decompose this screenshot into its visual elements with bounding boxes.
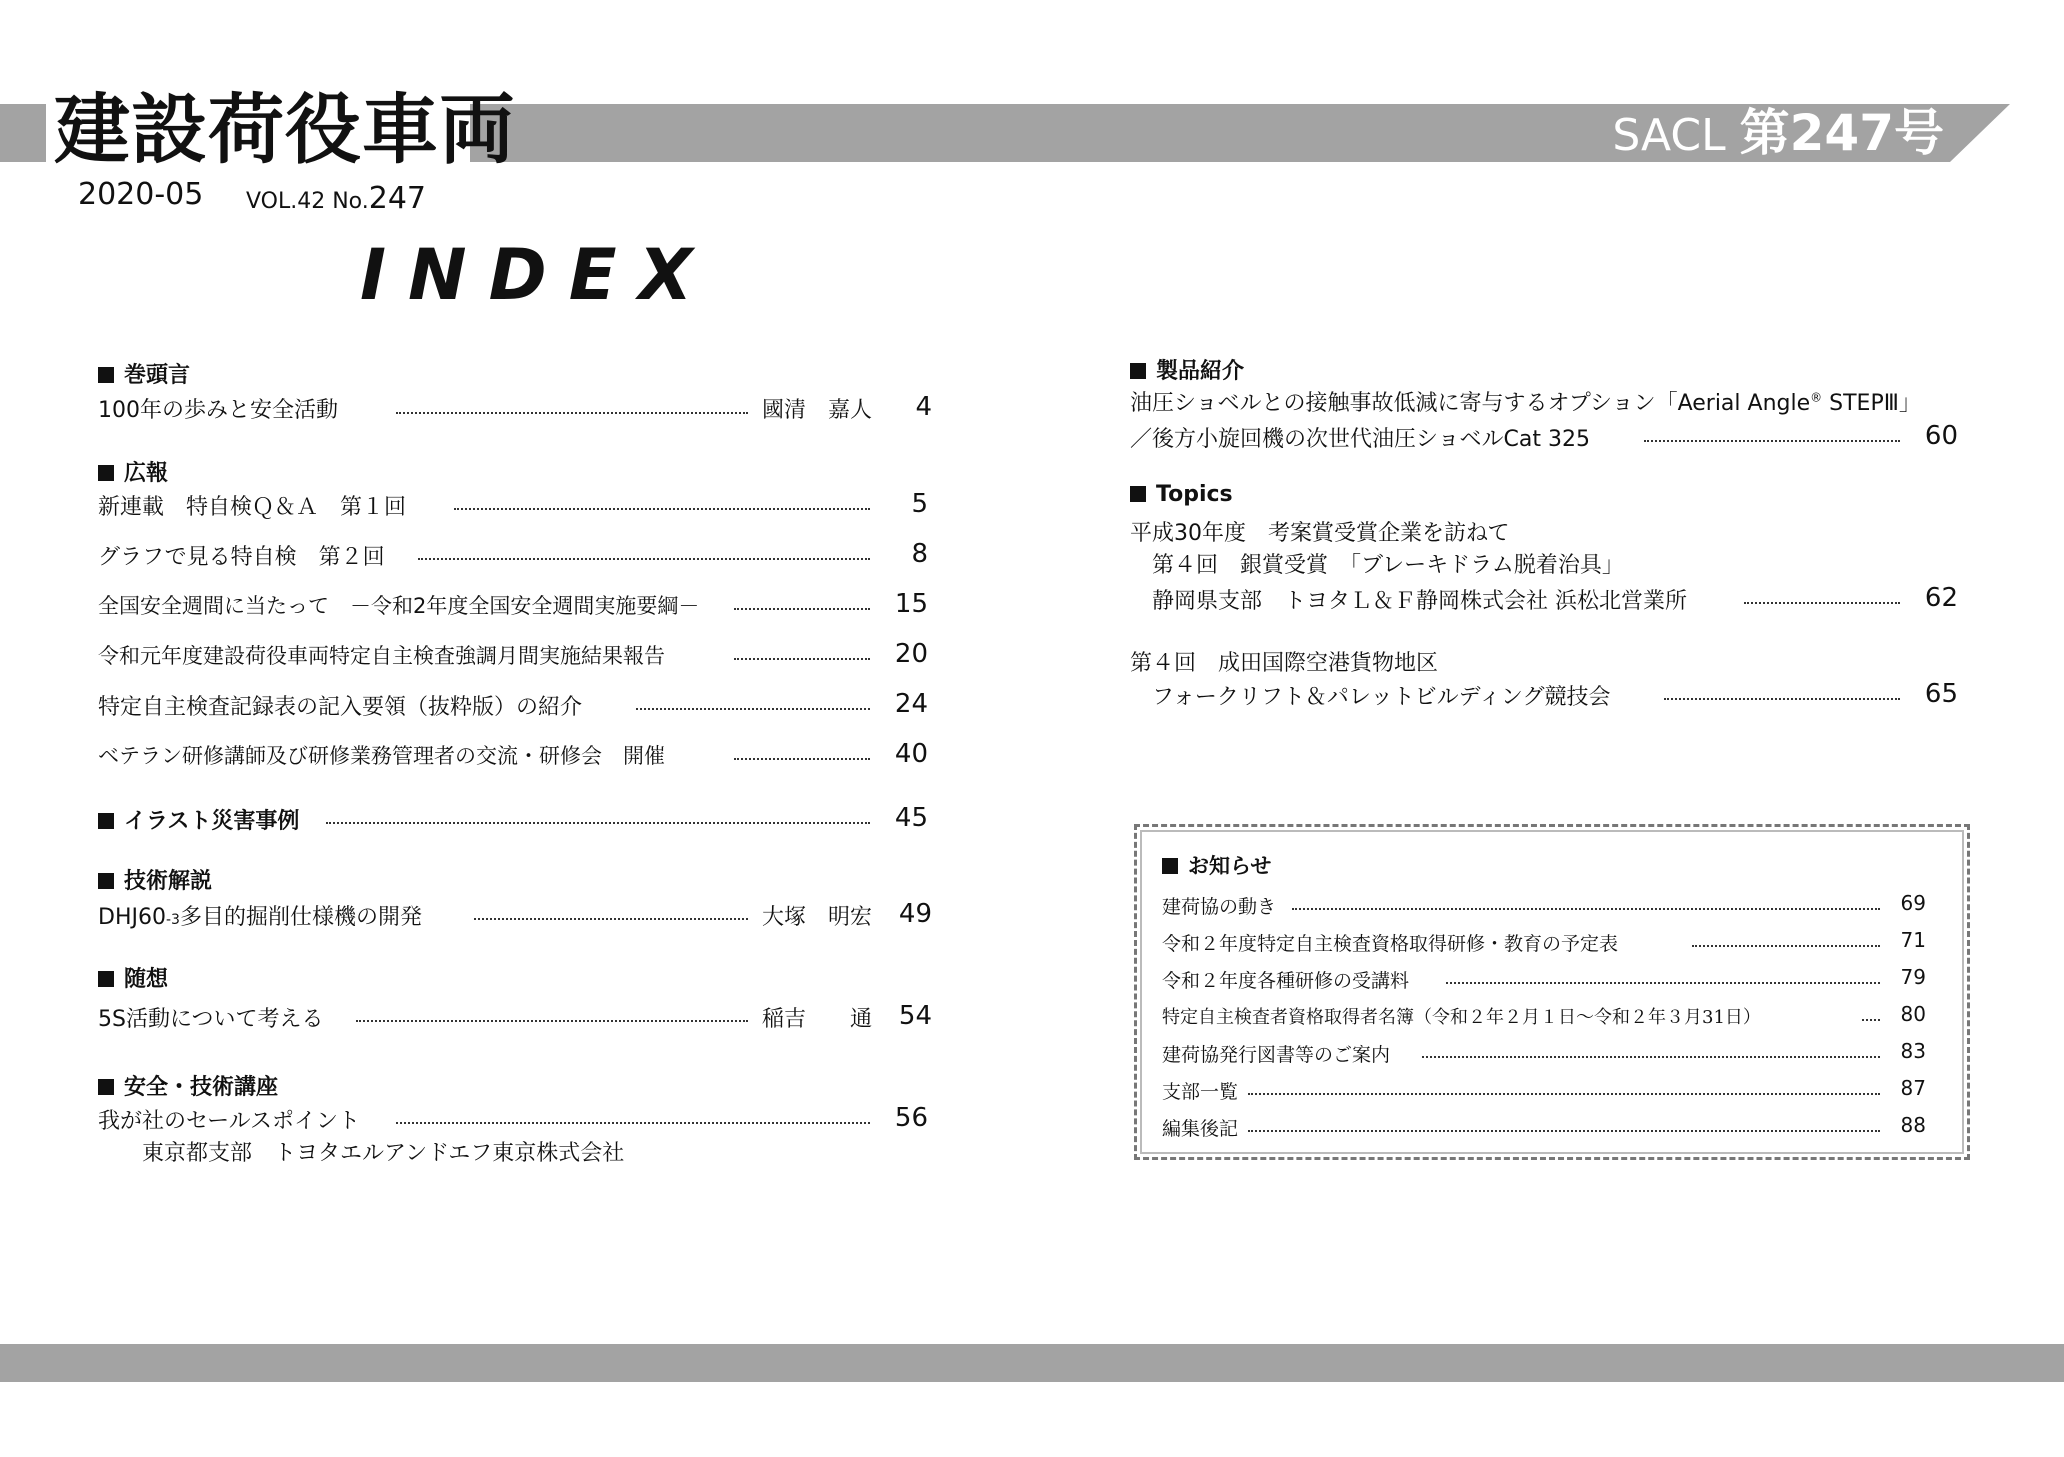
toc-entry-page: 40 <box>894 739 928 769</box>
section-heading-text: 安全・技術講座 <box>124 1075 279 1100</box>
square-bullet-icon <box>1162 858 1178 874</box>
toc-entry-author: 大塚 明宏 <box>762 905 873 930</box>
leader-dots <box>396 412 748 414</box>
section-heading-topics <box>1130 482 1233 507</box>
toc-entry-title: 新連載 特自検Ｑ＆Ａ 第１回 <box>98 495 407 520</box>
section-heading-text: Topics <box>1156 482 1233 507</box>
toc-entry-page: 62 <box>1924 583 1958 613</box>
leader-dots <box>356 1020 748 1022</box>
section-heading-safety-course <box>98 1070 278 1101</box>
toc-entry-title: 5S活動について考える <box>98 1007 324 1032</box>
footer-bar <box>0 1344 2064 1382</box>
toc-entry-title: 平成30年度 考案賞受賞企業を訪ねて <box>1130 521 1510 546</box>
leader-dots <box>418 558 870 560</box>
leader-dots <box>1292 908 1880 910</box>
section-heading-text: 技術解説 <box>124 869 213 894</box>
leader-dots <box>396 1122 870 1124</box>
leader-dots <box>1248 1130 1880 1132</box>
notice-item-page: 79 <box>1900 965 1926 989</box>
toc-entry-page: 60 <box>1924 421 1958 451</box>
leader-dots <box>454 508 870 510</box>
issue-label <box>1612 104 1944 162</box>
volume-text: VOL.42 No. <box>246 189 369 214</box>
toc-entry-title-main: DHJ60 <box>98 905 166 930</box>
square-bullet-icon <box>98 367 114 383</box>
toc-entry-page: 54 <box>898 1001 932 1031</box>
leader-dots <box>1644 440 1900 442</box>
leader-dots <box>1744 602 1900 604</box>
notice-item-label: 令和２年度各種研修の受講料 <box>1162 970 1410 992</box>
leader-dots <box>1692 945 1880 947</box>
section-heading-essay <box>98 962 168 993</box>
toc-entry-subtitle: ／後方小旋回機の次世代油圧ショベルCat 325 <box>1130 427 1591 452</box>
section-heading-products <box>1130 354 1244 385</box>
square-bullet-icon <box>98 971 114 987</box>
toc-entry-page: 4 <box>915 392 932 422</box>
leader-dots <box>734 608 870 610</box>
issue-number: 第247号 <box>1739 104 1944 162</box>
section-heading-illustrated-accidents <box>98 804 299 835</box>
toc-entry-author: 國清 嘉人 <box>762 398 873 423</box>
toc-entry-title: 100年の歩みと安全活動 <box>98 398 338 423</box>
section-heading-text: 随想 <box>124 967 169 992</box>
section-heading-text: イラスト災害事例 <box>124 809 300 834</box>
leader-dots <box>1422 1056 1880 1058</box>
toc-entry-page: 65 <box>1924 679 1958 709</box>
square-bullet-icon <box>98 465 114 481</box>
toc-entry-page: 45 <box>894 803 928 833</box>
section-heading-text: 巻頭言 <box>124 363 191 388</box>
toc-entry-page: 49 <box>898 899 932 929</box>
toc-entry-title: 我が社のセールスポイント <box>98 1109 361 1134</box>
toc-entry-title: 全国安全週間に当たって －令和2年度全国安全週間実施要綱－ <box>98 594 700 618</box>
section-heading-pr <box>98 456 168 487</box>
header-bar-left <box>0 104 46 162</box>
volume-label <box>246 181 426 216</box>
section-heading-text: お知らせ <box>1188 854 1272 878</box>
toc-entry-title <box>1130 386 1921 417</box>
toc-entry-title-rest: 多目的掘削仕様機の開発 <box>179 905 422 930</box>
toc-entry-title: 第４回 成田国際空港貨物地区 <box>1130 651 1439 676</box>
section-heading-notice <box>1162 850 1271 880</box>
notice-item-label: 建荷協の動き <box>1162 896 1277 918</box>
notice-item-label: 支部一覧 <box>1162 1081 1239 1103</box>
notice-item-label: 特定自主検査者資格取得者名簿（令和２年２月１日～令和２年３月31日） <box>1162 1007 1761 1028</box>
leader-dots <box>1664 698 1900 700</box>
notice-item-page: 88 <box>1900 1113 1926 1137</box>
toc-entry-page: 15 <box>894 589 928 619</box>
toc-entry-title: 特定自主検査記録表の記入要領（抜粋版）の紹介 <box>98 695 583 720</box>
notice-item-label: 令和２年度特定自主検査資格取得研修・教育の予定表 <box>1162 933 1619 955</box>
section-heading-technical <box>98 864 212 895</box>
square-bullet-icon <box>1130 486 1146 502</box>
square-bullet-icon <box>98 1079 114 1095</box>
toc-entry-title: ベテラン研修講師及び研修業務管理者の交流・研修会 開催 <box>98 744 665 768</box>
registered-mark: ® <box>1810 390 1823 405</box>
issue-prefix: SACL <box>1612 110 1726 161</box>
volume-number: 247 <box>368 181 427 216</box>
issue-date: 2020-05 <box>78 177 204 212</box>
notice-item-page: 69 <box>1900 891 1926 915</box>
toc-entry-author: 稲吉 通 <box>762 1007 873 1032</box>
toc-entry-subtitle: 東京都支部 トヨタエルアンドエフ東京株式会社 <box>142 1141 625 1166</box>
toc-entry-title: 令和元年度建設荷役車両特定自主検査強調月間実施結果報告 <box>98 644 665 668</box>
notice-item-page: 87 <box>1900 1076 1926 1100</box>
toc-entry-title <box>98 900 422 931</box>
index-title: INDEX <box>360 234 715 316</box>
toc-entry-subtitle: 静岡県支部 トヨタＬ＆Ｆ静岡株式会社 浜松北営業所 <box>1152 589 1687 614</box>
toc-entry-page: 8 <box>911 539 928 569</box>
square-bullet-icon <box>98 873 114 889</box>
square-bullet-icon <box>1130 363 1146 379</box>
notice-item-label: 編集後記 <box>1162 1118 1239 1140</box>
section-heading-foreword <box>98 358 190 389</box>
toc-entry-page: 20 <box>894 639 928 669</box>
leader-dots <box>734 658 870 660</box>
notice-item-label: 建荷協発行図書等のご案内 <box>1162 1044 1391 1066</box>
toc-entry-subtitle: フォークリフト＆パレットビルディング競技会 <box>1152 685 1611 710</box>
toc-entry-page: 24 <box>894 689 928 719</box>
toc-entry-page: 56 <box>894 1103 928 1133</box>
section-heading-text: 広報 <box>124 461 169 486</box>
toc-entry-title-suffix: -3 <box>165 912 180 928</box>
toc-entry-title: グラフで見る特自検 第２回 <box>98 545 385 570</box>
leader-dots <box>734 758 870 760</box>
leader-dots <box>474 918 748 920</box>
magazine-title: 建設荷役車両 <box>54 85 516 174</box>
leader-dots <box>1446 982 1880 984</box>
toc-entry-title-rest: STEPⅢ」 <box>1822 391 1921 416</box>
notice-item-page: 83 <box>1900 1039 1926 1063</box>
leader-dots <box>636 708 870 710</box>
leader-dots <box>326 822 870 824</box>
toc-entry-page: 5 <box>911 489 928 519</box>
section-heading-text: 製品紹介 <box>1156 359 1245 384</box>
toc-entry-subtitle: 第４回 銀賞受賞 「ブレーキドラム脱着治具」 <box>1152 553 1624 578</box>
notice-item-page: 71 <box>1900 928 1926 952</box>
notice-item-page: 80 <box>1900 1002 1926 1026</box>
square-bullet-icon <box>98 813 114 829</box>
toc-entry-title-main: 油圧ショベルとの接触事故低減に寄与するオプション「Aerial Angle <box>1130 391 1811 416</box>
leader-dots <box>1248 1093 1880 1095</box>
